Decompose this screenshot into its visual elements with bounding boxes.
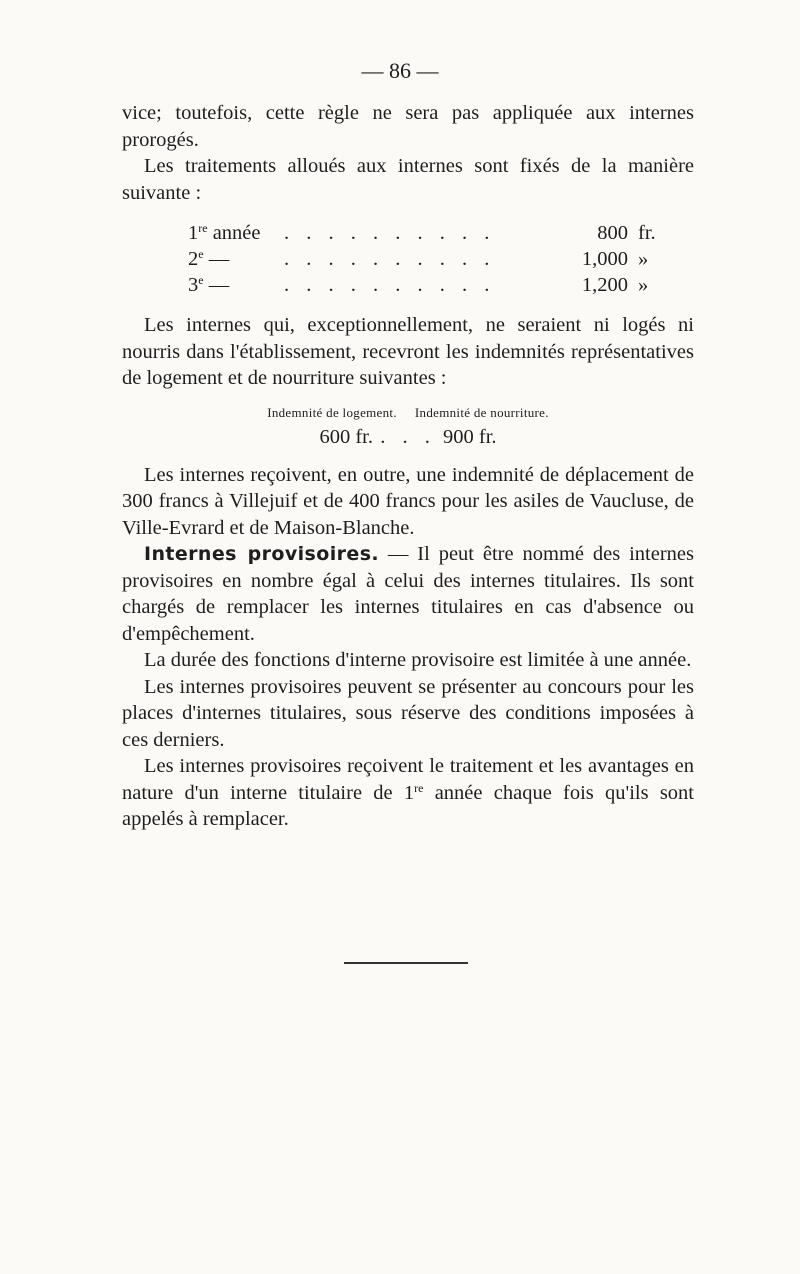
salary-row xyxy=(122,246,694,272)
indemnities-table xyxy=(122,404,694,450)
salary-amount: 1,200 xyxy=(581,274,628,296)
food-value: 900 fr. xyxy=(443,425,497,448)
lodging-heading: Indemnité de logement. xyxy=(267,404,397,420)
lodging-value: 600 fr. xyxy=(319,425,373,448)
indemnities-values xyxy=(122,424,694,450)
salary-row xyxy=(122,272,694,298)
competition-paragraph: Les internes provisoires peuvent se présenter au concours pour les places d'internes titulaires, sous réserve des conditions imposées à ces derniers. xyxy=(122,675,694,751)
continuation-paragraph: vice; toutefois, cette règle ne sera pas appliquée aux internes prorogés. xyxy=(122,102,694,151)
end-rule xyxy=(344,962,468,964)
provisional-paragraph: Internes provisoires. — Il peut être nommé des internes provisoires en nombre égal à celui des internes titulaires. Ils sont chargés de remplacer les internes titulaires en cas d'absence ou d'empêchement. xyxy=(122,543,694,645)
body-text xyxy=(122,100,694,833)
indemnities-headings xyxy=(122,404,694,422)
salary-table xyxy=(122,220,694,298)
salary-year-label: 1re année xyxy=(188,221,261,244)
salary-row xyxy=(122,220,694,246)
indemnities-intro-paragraph: Les internes qui, exceptionnellement, ne seraient ni logés ni nourris dans l'établissement, recevront les indemnités représentatives de logement et de nourriture suivantes : xyxy=(122,314,694,389)
leader-dots: . . . . . . . . . . xyxy=(284,222,496,244)
salary-year-label: 3e — xyxy=(188,273,230,296)
pay-paragraph: Les internes provisoires reçoivent le traitement et les avantages en nature d'un interne titulaire de 1re année chaque fois qu'ils sont appelés à remplacer. xyxy=(122,755,694,830)
leader-dots: . . . . . . . . . . xyxy=(284,274,496,296)
travel-paragraph: Les internes reçoivent, en outre, une indemnité de déplacement de 300 francs à Villejuif et de 400 francs pour les asiles de Vaucluse, de Ville-Evrard et de Maison-Blanche. xyxy=(122,463,694,539)
salary-amount: 800 xyxy=(597,222,628,244)
section-heading: Internes provisoires. xyxy=(144,543,380,565)
salary-unit: » xyxy=(638,274,649,296)
salary-unit: » xyxy=(638,248,649,270)
leader-dots: . . . . . . . . . . xyxy=(284,248,496,270)
salary-amount: 1,000 xyxy=(581,248,628,270)
page-number: — 86 — xyxy=(361,58,439,83)
salary-year-label: 2e — xyxy=(188,247,230,270)
salary-unit: fr. xyxy=(638,222,656,244)
duration-paragraph: La durée des fonctions d'interne provisoire est limitée à une année. xyxy=(144,649,692,671)
leader-dots: . . . xyxy=(380,425,436,448)
salaries-intro-paragraph: Les traitements alloués aux internes sont fixés de la manière suivante : xyxy=(122,155,694,204)
food-heading: Indemnité de nourriture. xyxy=(414,404,549,420)
